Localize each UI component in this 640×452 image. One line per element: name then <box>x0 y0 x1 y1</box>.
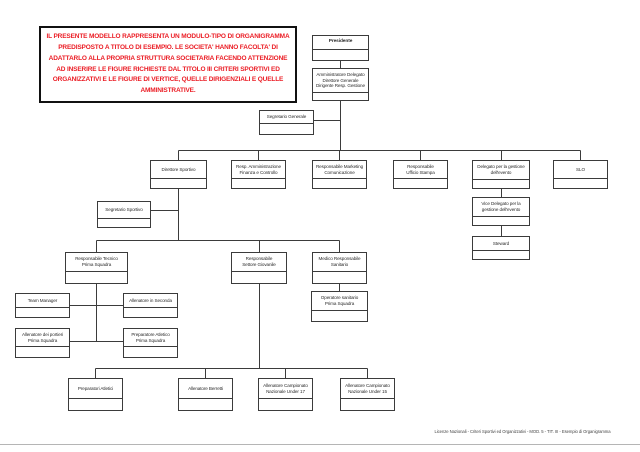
org-node-allenatore-berretti <box>178 378 233 411</box>
org-node-responsabile-settore-giovanile <box>231 252 287 284</box>
node-label-line: Direttore Generale <box>322 77 359 83</box>
org-node-slo-title <box>554 161 607 178</box>
org-node-responsabile-tecnico-title <box>66 253 127 271</box>
node-label-line: Ufficio Stampa <box>406 169 435 175</box>
org-node-allenatore-portieri-title <box>16 329 69 346</box>
org-node-operatore-sanitario <box>311 291 368 322</box>
node-label-line: Sanitario <box>330 262 349 267</box>
node-label-line: Team Manager <box>27 297 58 303</box>
org-node-delegato-gestione-evento-title <box>473 161 529 179</box>
node-label-line: Responsabile <box>407 163 434 169</box>
org-node-vice-delegato-title <box>473 198 529 216</box>
node-label-line: Allenatore Berretti <box>188 385 223 391</box>
node-label-line: Responsabile Marketing <box>315 163 364 169</box>
node-label-line: Preparatore Atletico <box>131 331 170 337</box>
node-label-line: Settore Giovanile <box>242 262 276 267</box>
org-node-vice-delegato-name-slot <box>473 216 529 225</box>
org-node-medico-responsabile-name-slot <box>313 271 366 283</box>
org-node-steward <box>472 236 530 260</box>
org-node-segretario-sportivo <box>97 201 151 228</box>
org-node-allenatore-under17 <box>258 378 313 411</box>
notice-box <box>39 26 297 103</box>
page-bottom-edge-line <box>0 444 640 445</box>
node-label-line: Prima Squadra <box>324 301 355 306</box>
node-label-line: Dirigente Resp. Gestione <box>316 83 365 89</box>
org-node-delegato-gestione-evento <box>472 160 530 189</box>
org-node-steward-name-slot <box>473 250 529 259</box>
org-node-preparatore-atletico-name-slot <box>124 346 177 357</box>
node-label-line: Nazionale Under 15 <box>348 388 387 394</box>
node-label-line: Amministratore Delegato <box>316 71 365 77</box>
org-node-responsabile-settore-giovanile-name-slot <box>232 271 286 283</box>
node-label-line: Presidente <box>328 39 353 45</box>
org-node-responsabile-ufficio-stampa-title <box>394 161 447 178</box>
node-label-line: dell'evento <box>490 170 512 175</box>
node-label-line: Allenatore in Seconda <box>129 297 172 303</box>
org-node-direttore-sportivo <box>150 160 207 189</box>
node-label-line: Prima Squadra <box>135 337 166 343</box>
node-label-line: Medico Responsabile <box>318 256 361 262</box>
node-label-line: Operatore sanitario <box>320 295 359 301</box>
org-node-operatore-sanitario-title <box>312 292 367 310</box>
node-label-line: Steward <box>492 240 510 246</box>
org-node-allenatore-berretti-title <box>179 379 232 398</box>
org-node-medico-responsabile-title <box>313 253 366 271</box>
node-label-line: Prima Squadra <box>81 262 112 267</box>
org-node-resp-amministrazione-name-slot <box>232 178 285 188</box>
org-node-responsabile-settore-giovanile-title <box>232 253 286 271</box>
org-node-resp-amministrazione-title <box>232 161 285 178</box>
org-node-segretario-sportivo-name-slot <box>98 218 150 227</box>
org-node-preparatori-atletici-title <box>69 379 122 398</box>
node-label-line: Direttore Sportivo <box>161 166 196 172</box>
org-node-allenatore-in-seconda <box>123 293 178 318</box>
node-label-line: Delegato per la gestione <box>477 164 525 170</box>
org-node-segretario-generale-name-slot <box>260 123 313 134</box>
node-label-line: Allenatore Campionato <box>345 382 390 388</box>
node-label-line: Responsabile Tecnico <box>75 256 118 262</box>
org-node-allenatore-berretti-name-slot <box>179 398 232 410</box>
org-node-responsabile-ufficio-stampa <box>393 160 448 189</box>
node-label-line: SLO <box>576 166 585 172</box>
org-node-preparatore-atletico <box>123 328 178 358</box>
org-node-resp-amministrazione <box>231 160 286 189</box>
org-node-preparatore-atletico-title <box>124 329 177 346</box>
org-node-medico-responsabile <box>312 252 367 284</box>
node-label-line: Segretario Sportivo <box>105 207 143 213</box>
node-label-line: Segretario Generale <box>266 114 307 120</box>
footer-caption: Licenze Nazionali - Criteri Sportivi ed Organizzativi - MOD. 5 - TIT. III - Esempio di Organigramma <box>434 429 611 434</box>
org-node-responsabile-tecnico-name-slot <box>66 271 127 283</box>
org-node-segretario-generale-title <box>260 111 313 123</box>
org-node-amministratore-delegato-title <box>313 69 368 92</box>
org-node-allenatore-under15-title <box>341 379 394 398</box>
node-label-line: Resp. Amministrazione <box>236 163 281 169</box>
org-node-direttore-sportivo-name-slot <box>151 178 206 188</box>
node-label-line: Vice Delegato per la <box>481 201 521 207</box>
notice-text: IL PRESENTE MODELLO RAPPRESENTA UN MODULO-TIPO DI ORGANIGRAMMA PREDISPOSTO A TITOLO DI ESEMPIO. LE SOCIETA' HANNO FACOLTA' DI ADATTARLO ALLA PROPRIA STRUTTURA SOCIETARIA FACENDO ATTENZIONE AD INSERIRE LE FIGURE RICHIESTE DAL TITOLO III CRITERI SPORTIVI ED ORGANIZZATIVI E LE FIGURE DI VERTICE, QUELLE DIRIGENZIALI E QUELLE AMMINISTRATIVE. <box>46 33 290 95</box>
org-node-team-manager <box>15 293 70 318</box>
org-node-segretario-generale <box>259 110 314 135</box>
org-node-allenatore-in-seconda-title <box>124 294 177 307</box>
org-node-steward-title <box>473 237 529 250</box>
org-node-delegato-gestione-evento-name-slot <box>473 179 529 188</box>
org-node-presidente <box>312 35 369 61</box>
node-label-line: gestione dell'evento <box>481 207 521 212</box>
org-node-allenatore-under17-name-slot <box>259 398 312 410</box>
org-node-operatore-sanitario-name-slot <box>312 310 367 321</box>
node-label-line: Finanza e Controllo <box>239 169 278 175</box>
org-node-responsabile-marketing-name-slot <box>313 178 366 188</box>
node-label-line: Responsabile <box>245 256 273 262</box>
org-node-presidente-name-slot <box>313 49 368 60</box>
org-node-allenatore-in-seconda-name-slot <box>124 307 177 317</box>
org-node-preparatori-atletici-name-slot <box>69 398 122 410</box>
org-node-responsabile-ufficio-stampa-name-slot <box>394 178 447 188</box>
node-label-line: Nazionale Under 17 <box>266 388 305 394</box>
org-node-allenatore-under17-title <box>259 379 312 398</box>
node-label-line: Comunicazione <box>324 169 355 175</box>
org-node-allenatore-portieri-name-slot <box>16 346 69 357</box>
org-node-team-manager-name-slot <box>16 307 69 317</box>
org-node-amministratore-delegato <box>312 68 369 101</box>
org-node-responsabile-marketing <box>312 160 367 189</box>
org-node-slo-name-slot <box>554 178 607 188</box>
org-node-presidente-title <box>313 36 368 49</box>
node-label-line: Allenatore Campionato <box>263 382 308 388</box>
org-node-responsabile-marketing-title <box>313 161 366 178</box>
node-label-line: Preparatori Atletici <box>77 385 114 391</box>
org-node-allenatore-under15 <box>340 378 395 411</box>
org-node-preparatori-atletici <box>68 378 123 411</box>
org-node-amministratore-delegato-name-slot <box>313 92 368 100</box>
node-label-line: Prima Squadra <box>27 337 58 343</box>
org-node-direttore-sportivo-title <box>151 161 206 178</box>
org-node-vice-delegato <box>472 197 530 226</box>
node-label-line: Allenatore dei portieri <box>21 331 64 337</box>
org-node-allenatore-under15-name-slot <box>341 398 394 410</box>
org-node-team-manager-title <box>16 294 69 307</box>
org-node-responsabile-tecnico <box>65 252 128 284</box>
org-node-slo <box>553 160 608 189</box>
org-node-segretario-sportivo-title <box>98 202 150 218</box>
org-node-allenatore-portieri <box>15 328 70 358</box>
